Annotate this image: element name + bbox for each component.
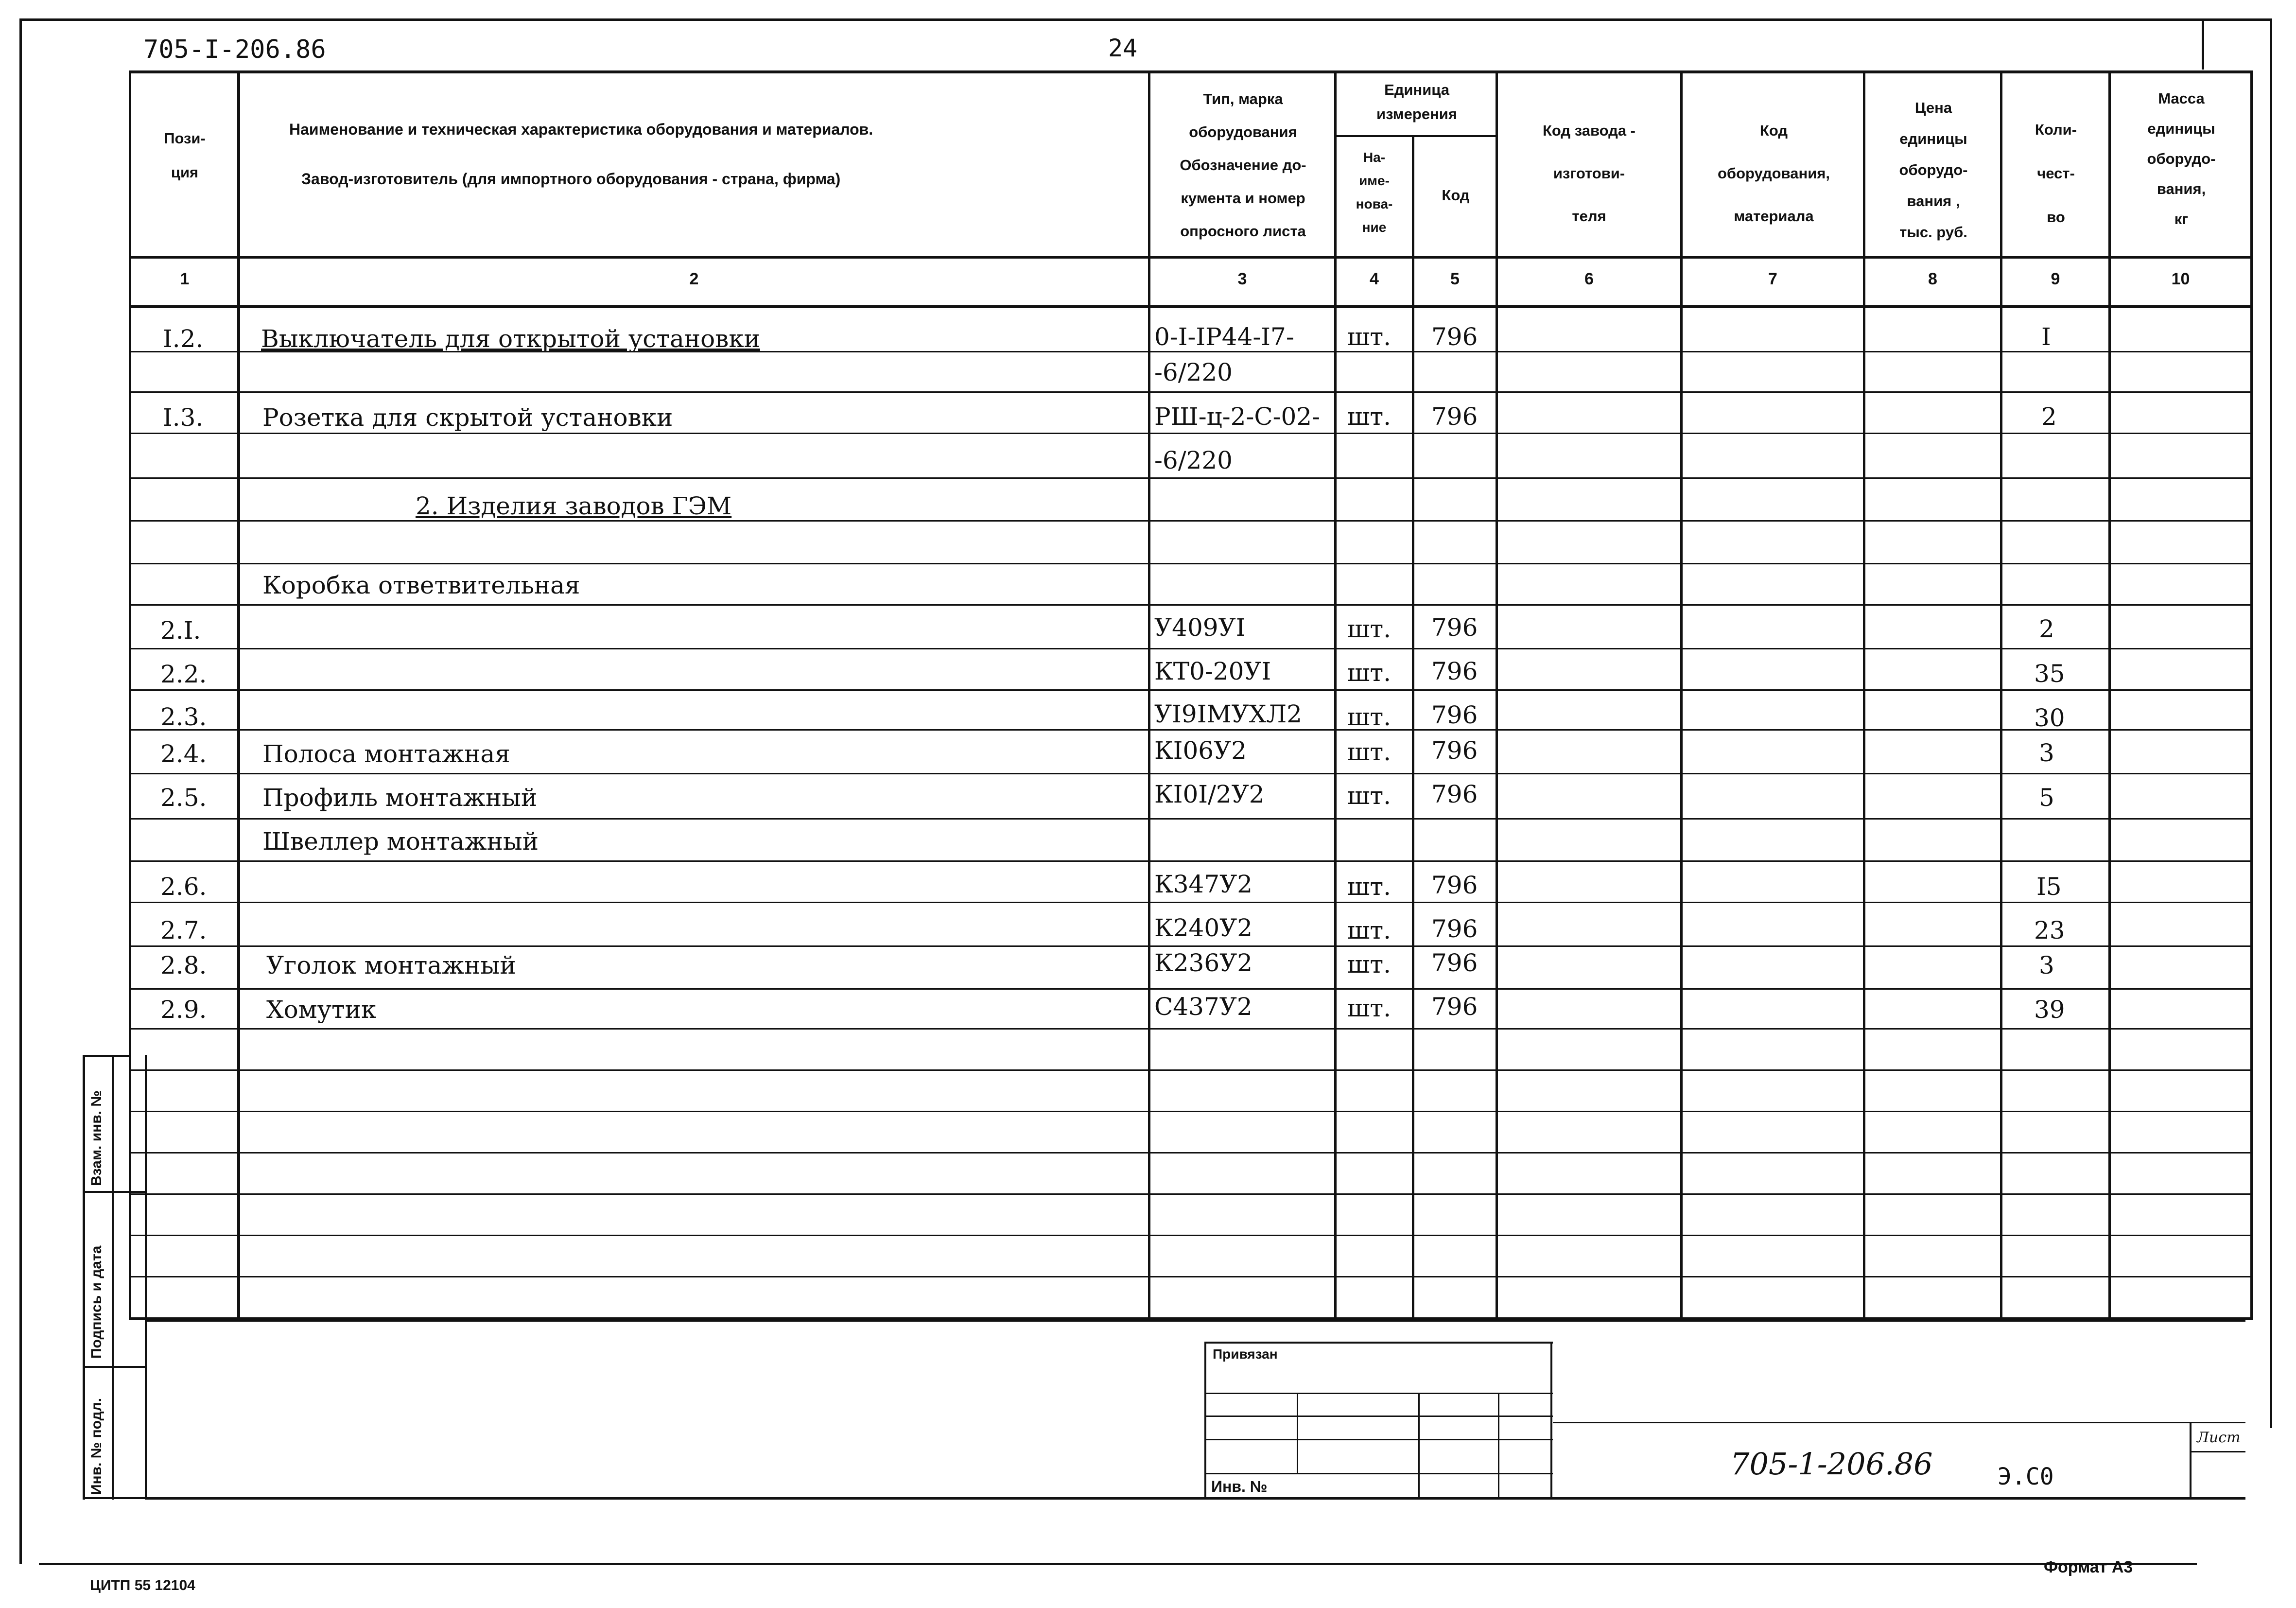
header-equipment-code — [1683, 109, 1865, 238]
row-name: Коробка ответвительная — [262, 571, 580, 599]
row-line — [129, 689, 2253, 691]
row-type: КТ0-20УI — [1154, 657, 1271, 685]
col-line-10 — [2250, 70, 2253, 1317]
col-number: 10 — [2171, 270, 2190, 288]
inventory-label: Инв. № — [1211, 1478, 1268, 1495]
col-number: 2 — [689, 270, 699, 288]
col-number: 6 — [1584, 270, 1594, 288]
corner-box-top — [2202, 18, 2272, 21]
header-quantity — [2002, 108, 2109, 239]
bound-box-row — [1205, 1473, 1553, 1474]
row-name: Выключатель для открытой установки — [261, 325, 760, 353]
col-line-4 — [1412, 135, 1414, 1317]
corner-box-left — [2202, 18, 2204, 70]
header-mass — [2111, 84, 2252, 234]
row-code: 796 — [1431, 657, 1478, 685]
header-price-line: вания , — [1907, 192, 1960, 210]
table-top-line — [129, 70, 2253, 73]
row-position: 2.6. — [160, 873, 207, 901]
row-line — [129, 902, 2253, 903]
stamp-mark: Э.С0 — [1998, 1463, 2054, 1490]
row-type: К347У2 — [1154, 870, 1253, 898]
row-type: УI9IМУХЛ2 — [1154, 700, 1302, 728]
row-unit: шт. — [1347, 703, 1392, 731]
row-line — [129, 433, 2253, 434]
header-equipment-line: оборудования, — [1717, 165, 1830, 182]
header-mass-line: единицы — [2147, 120, 2215, 137]
row-type: С437У2 — [1154, 993, 1252, 1021]
side-stamp-sep — [83, 1366, 146, 1368]
header-factory-line: Код завода - — [1542, 122, 1635, 139]
header-type-line: Тип, марка — [1203, 90, 1283, 107]
row-name: Швеллер монтажный — [262, 827, 539, 856]
row-position: 2.8. — [160, 951, 207, 979]
header-mass-line: оборудо- — [2147, 150, 2216, 167]
row-code: 796 — [1431, 402, 1478, 431]
main-stamp-top — [1553, 1422, 2245, 1423]
header-price-line: Цена — [1914, 99, 1952, 116]
row-position: 2.7. — [160, 916, 207, 944]
header-factory-line: теля — [1572, 208, 1606, 225]
row-qty: 39 — [2034, 996, 2065, 1024]
header-unit-name-line: нова- — [1356, 196, 1393, 211]
side-stamp-bottom — [83, 1497, 146, 1499]
row-code: 796 — [1431, 993, 1478, 1021]
frame-left — [19, 18, 22, 1564]
header-unit-line: измерения — [1376, 105, 1457, 122]
header-mass-line: Масса — [2158, 90, 2205, 107]
header-factory-line: изготови- — [1553, 165, 1625, 182]
header-price-line: единицы — [1899, 130, 1967, 147]
header-mass-line: вания, — [2157, 180, 2206, 197]
page-number: 24 — [1108, 34, 1138, 62]
row-line — [129, 604, 2253, 606]
header-factory-code — [1498, 109, 1680, 238]
col-line-2 — [1148, 70, 1150, 1317]
row-type: -6/220 — [1154, 358, 1233, 386]
row-line — [129, 1276, 2253, 1277]
col-line-5 — [1496, 70, 1498, 1317]
bound-box-row — [1205, 1439, 1553, 1440]
frame-top — [19, 18, 2231, 21]
header-type-line: оборудования — [1189, 123, 1297, 140]
bound-box-col — [1297, 1393, 1298, 1473]
row-line — [129, 818, 2253, 820]
col-number: 1 — [180, 270, 190, 288]
row-unit: шт. — [1347, 950, 1392, 979]
side-stamp-sep — [83, 1191, 146, 1193]
frame-right — [2270, 18, 2272, 1428]
row-line — [129, 1028, 2253, 1030]
section-heading: 2. Изделия заводов ГЭМ — [416, 492, 732, 520]
row-type: К240У2 — [1154, 914, 1253, 942]
header-unit-name-line: На- — [1363, 150, 1386, 165]
sheet-label: Лист — [2197, 1429, 2241, 1446]
row-line — [129, 1111, 2253, 1112]
row-qty: 3 — [2039, 951, 2054, 979]
row-code: 796 — [1431, 323, 1478, 351]
header-type-line: Обозначение до- — [1180, 157, 1306, 174]
row-line — [129, 391, 2253, 393]
header-bottom-line — [129, 256, 2253, 259]
row-type: 0-I-IP44-I7- — [1154, 323, 1294, 351]
row-qty: 2 — [2039, 615, 2054, 643]
side-stamp-divider — [112, 1055, 114, 1500]
bound-box-row — [1205, 1416, 1553, 1417]
row-line — [129, 1069, 2253, 1071]
col-line-6 — [1680, 70, 1683, 1317]
row-position: 2.4. — [160, 740, 207, 768]
header-equipment-line: Код — [1759, 122, 1788, 139]
row-type: К236У2 — [1154, 949, 1253, 977]
row-unit: шт. — [1347, 323, 1392, 351]
row-line — [129, 988, 2253, 990]
row-line — [129, 648, 2253, 649]
row-line — [129, 945, 2253, 947]
bound-box-row — [1205, 1393, 1553, 1394]
sheet-box-divider — [2190, 1451, 2245, 1452]
header-unit-name — [1337, 146, 1412, 239]
side-stamp-left — [83, 1055, 85, 1500]
col-line-3 — [1334, 70, 1337, 1317]
row-qty: 35 — [2034, 660, 2065, 688]
row-position: I.3. — [163, 403, 204, 432]
row-line — [129, 1193, 2253, 1195]
header-type-line: кумента и номер — [1181, 190, 1305, 207]
header-name-line2: Завод-изготовитель (для импортного оборудования - страна, фирма) — [301, 170, 841, 188]
titleblock-bottom — [146, 1497, 2245, 1500]
col-number: 7 — [1768, 270, 1777, 288]
header-quantity-line: Коли- — [2035, 121, 2077, 138]
row-position: 2.I. — [160, 616, 201, 645]
col-line-9 — [2108, 70, 2111, 1317]
header-price-line: оборудо- — [1899, 161, 1968, 178]
footer-left: ЦИТП 55 12104 — [90, 1577, 195, 1593]
row-type: КI0I/2У2 — [1154, 780, 1265, 808]
row-line — [129, 520, 2253, 522]
row-line — [129, 477, 2253, 479]
row-qty: 30 — [2034, 704, 2065, 732]
footer-format: Формат А3 — [2044, 1558, 2133, 1576]
side-label-signature: Подпись и дата — [88, 1245, 104, 1359]
row-qty: 23 — [2034, 916, 2065, 944]
row-name: Хомутик — [266, 996, 377, 1024]
row-type: У409УI — [1154, 613, 1246, 642]
col-line-7 — [1863, 70, 1865, 1317]
row-line — [129, 860, 2253, 862]
row-code: 796 — [1431, 949, 1478, 977]
col-number: 9 — [2051, 270, 2060, 288]
header-price-line: тыс. руб. — [1899, 224, 1967, 241]
row-position: 2.5. — [160, 784, 207, 812]
row-unit: шт. — [1347, 873, 1392, 901]
row-unit: шт. — [1347, 659, 1392, 687]
unit-group-divider — [1334, 135, 1497, 137]
header-position — [131, 122, 238, 190]
numbers-bottom-line — [129, 305, 2253, 308]
side-stamp-top — [83, 1055, 131, 1057]
bound-box-col — [1418, 1393, 1420, 1500]
header-unit-code: Код — [1442, 187, 1470, 204]
row-type: КI06У2 — [1154, 736, 1247, 765]
row-position: I.2. — [163, 325, 204, 353]
row-line — [129, 1235, 2253, 1236]
row-line — [129, 773, 2253, 774]
row-qty: I5 — [2036, 873, 2062, 901]
bound-box-col — [1498, 1393, 1499, 1500]
row-line — [129, 729, 2253, 731]
document-code: 705-I-206.86 — [143, 35, 326, 64]
row-qty: 3 — [2039, 739, 2054, 767]
col-line-8 — [2000, 70, 2002, 1317]
side-label-inventory: Инв. № подл. — [88, 1398, 104, 1495]
header-type — [1152, 83, 1334, 248]
row-position: 2.9. — [160, 996, 207, 1024]
header-unit-line: Единица — [1384, 81, 1449, 98]
row-code: 796 — [1431, 613, 1478, 642]
frame-bottom — [39, 1563, 2197, 1565]
header-equipment-line: материала — [1734, 208, 1814, 225]
row-code: 796 — [1431, 701, 1478, 729]
col-number: 8 — [1928, 270, 1937, 288]
header-quantity-line: чест- — [2037, 165, 2075, 182]
row-qty: 2 — [2041, 402, 2057, 431]
col-line-1 — [237, 70, 240, 1317]
col-number: 3 — [1237, 270, 1247, 288]
row-position: 2.2. — [160, 660, 207, 688]
row-unit: шт. — [1347, 916, 1392, 944]
header-type-line: опросного листа — [1180, 223, 1306, 240]
header-price — [1865, 92, 2001, 248]
side-label-replacement: Взам. инв. № — [88, 1090, 104, 1186]
row-unit: шт. — [1347, 994, 1392, 1022]
row-name: Полоса монтажная — [262, 740, 510, 768]
side-stamp-right — [145, 1055, 147, 1500]
header-position-line: Пози- — [164, 130, 206, 147]
row-line — [129, 1152, 2253, 1154]
bound-box-top — [1205, 1342, 1553, 1344]
bound-box-right — [1550, 1342, 1552, 1500]
header-name-line1: Наименование и техническая характеристика оборудования и материалов. — [289, 121, 873, 138]
sheet-box-left — [2190, 1422, 2192, 1500]
row-unit: шт. — [1347, 402, 1392, 431]
col-number: 5 — [1450, 270, 1460, 288]
stamp-doc-code: 705-1-206.86 — [1730, 1446, 1933, 1482]
row-name: Уголок монтажный — [266, 951, 516, 979]
bound-label: Привязан — [1213, 1346, 1278, 1362]
row-unit: шт. — [1347, 738, 1392, 766]
titleblock-top — [146, 1320, 2245, 1322]
row-qty: 5 — [2039, 784, 2054, 812]
row-code: 796 — [1431, 915, 1478, 943]
row-unit: шт. — [1347, 782, 1392, 810]
col-line-0 — [129, 70, 131, 1317]
row-position: 2.3. — [160, 703, 207, 731]
row-line — [129, 563, 2253, 564]
row-type: -6/220 — [1154, 446, 1233, 474]
row-name: Профиль монтажный — [262, 784, 538, 812]
header-mass-line: кг — [2174, 210, 2189, 227]
col-number: 4 — [1370, 270, 1379, 288]
header-unit-name-line: име- — [1359, 173, 1390, 188]
header-quantity-line: во — [2047, 209, 2065, 226]
bound-box-left — [1204, 1342, 1206, 1500]
row-name: Розетка для скрытой установки — [262, 403, 673, 432]
header-position-line: ция — [171, 164, 199, 181]
row-unit: шт. — [1347, 615, 1392, 643]
row-code: 796 — [1431, 736, 1478, 765]
row-code: 796 — [1431, 780, 1478, 808]
row-code: 796 — [1431, 871, 1478, 899]
header-unit-group — [1337, 78, 1497, 126]
header-unit-name-line: ние — [1362, 220, 1387, 235]
row-type: РШ-ц-2-С-02- — [1154, 402, 1321, 431]
row-qty: I — [2041, 323, 2051, 351]
